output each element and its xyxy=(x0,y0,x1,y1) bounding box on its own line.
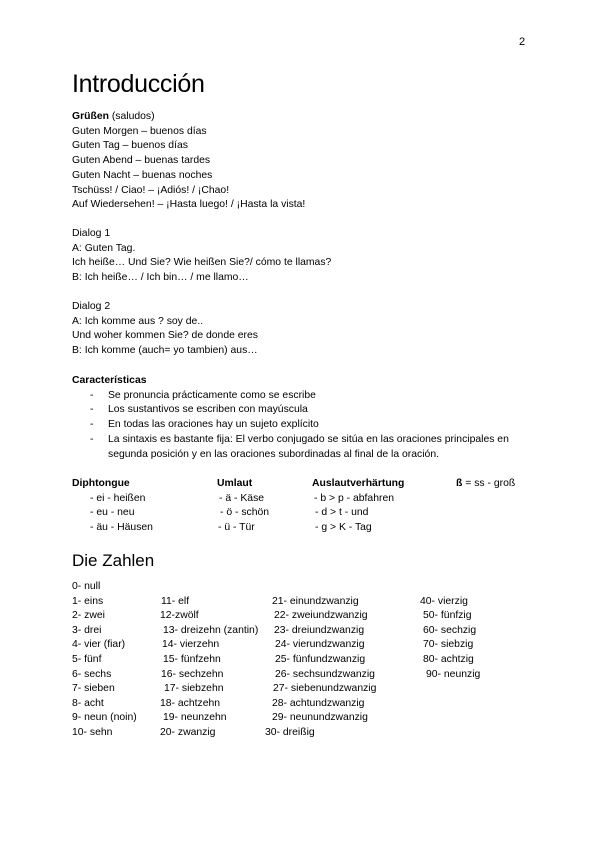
list-item: 12-zwölf xyxy=(160,610,199,622)
dialog-line: A: Ich komme aus ? soy de.. xyxy=(72,315,204,327)
greetings-heading: Grüßen (saludos) xyxy=(72,111,155,122)
greeting-line: Tschüss! / Ciao! – ¡Adiós! / ¡Chao! xyxy=(72,184,230,196)
list-item: 7- sieben xyxy=(72,683,115,695)
numbers-column-3 xyxy=(265,595,377,741)
numbers-column-1 xyxy=(72,580,137,741)
page-number: 2 xyxy=(519,36,526,48)
dialog1-heading: Dialog 1 xyxy=(72,228,111,239)
list-item: 27- siebenundzwanzig xyxy=(273,683,377,695)
list-item: - g > K - Tag xyxy=(315,522,372,534)
dialog-line: Und woher kommen Sie? de donde eres xyxy=(72,330,258,342)
list-item: 40- vierzig xyxy=(420,595,468,607)
umlaut-heading: Umlaut xyxy=(217,478,253,489)
greeting-line: Guten Tag – buenos días xyxy=(72,140,188,152)
greeting-line: Guten Nacht – buenas noches xyxy=(72,169,213,181)
list-item: 4- vier (fiar) xyxy=(72,639,126,651)
list-item: 90- neunzig xyxy=(426,668,481,680)
list-item: - ei - heißen xyxy=(90,492,146,504)
list-item: 29- neunundzwanzig xyxy=(272,712,368,724)
list-item: 21- einundzwanzig xyxy=(272,595,359,607)
greeting-line: Guten Abend – buenas tardes xyxy=(72,155,211,167)
dialog-line: Ich heiße… Und Sie? Wie heißen Sie?/ cómo te llamas? xyxy=(72,257,332,269)
list-item: 9- neun (noin) xyxy=(72,712,137,724)
list-item: - d > t - und xyxy=(315,507,369,519)
list-item: 15- fünfzehn xyxy=(163,653,221,665)
numbers-column-4 xyxy=(420,595,480,683)
list-item: 6- sechs xyxy=(72,668,112,680)
list-item: 80- achtzig xyxy=(423,653,474,665)
dialog-line: A: Guten Tag. xyxy=(72,242,136,254)
list-item: 26- sechsundzwanzig xyxy=(275,668,375,680)
dialog-line: B: Ich komme (auch= yo tambien) aus… xyxy=(72,345,258,357)
eszett-note: ß = ss - groß xyxy=(456,478,516,489)
list-item: - En todas las oraciones hay un sujeto explícito xyxy=(72,418,528,433)
list-item: 19- neunzehn xyxy=(163,712,227,724)
list-item: 17- siebzehn xyxy=(164,683,224,695)
list-item: 1- eins xyxy=(72,595,104,607)
auslaut-heading: Auslautverhärtung xyxy=(312,478,405,489)
list-item: 2- zwei xyxy=(72,610,105,622)
list-item: - ä - Käse xyxy=(219,492,265,504)
greeting-line: Guten Morgen – buenos días xyxy=(72,125,207,137)
characteristics-list xyxy=(72,389,528,463)
greetings-section xyxy=(72,110,305,213)
dialog2-section xyxy=(72,300,258,359)
list-item: 16- sechzehn xyxy=(161,668,224,680)
list-item: 60- sechzig xyxy=(423,624,477,636)
list-item: 50- fünfzig xyxy=(423,610,472,622)
list-item: 70- siebzig xyxy=(423,639,474,651)
diphtongue-column xyxy=(72,477,153,536)
characteristics-section xyxy=(72,374,528,462)
list-item: 5- fünf xyxy=(72,653,102,665)
eszett-column xyxy=(456,477,515,492)
list-item: - ü - Tür xyxy=(218,522,255,534)
list-item: - La sintaxis es bastante fija: El verbo conjugado se sitúa en las oraciones principales en segunda posición y en las oraciones subordinadas al final de la oración. xyxy=(72,433,528,462)
list-item: 14- vierzehn xyxy=(162,639,220,651)
list-item: 11- elf xyxy=(161,595,190,607)
list-item: 18- achtzehn xyxy=(160,697,221,709)
page-title: Introducción xyxy=(72,70,205,98)
list-item: - Se pronuncia prácticamente como se escribe xyxy=(72,389,528,404)
list-item: - ö - schön xyxy=(220,507,270,519)
list-item: 20- zwanzig xyxy=(160,726,216,738)
characteristics-heading: Características xyxy=(72,375,147,386)
list-item: 10- sehn xyxy=(72,726,113,738)
list-item: - b > p - abfahren xyxy=(314,492,394,504)
numbers-column-2 xyxy=(160,595,258,741)
list-item: - eu - neu xyxy=(90,507,135,519)
dialog-line: B: Ich heiße… / Ich bin… / me llamo… xyxy=(72,272,249,284)
list-item: 23- dreiundzwanzig xyxy=(274,624,365,636)
list-item: 28- achtundzwanzig xyxy=(272,697,365,709)
list-item: 0- null xyxy=(72,581,101,592)
auslaut-column xyxy=(312,477,404,536)
list-item: - Los sustantivos se escriben con mayúscula xyxy=(72,403,528,418)
diphtongue-heading: Diphtongue xyxy=(72,478,130,489)
greeting-line: Auf Wiedersehen! – ¡Hasta luego! / ¡Hasta la vista! xyxy=(72,199,306,211)
list-item: - äu - Häusen xyxy=(90,522,153,534)
list-item: 24- vierundzwanzig xyxy=(275,639,365,651)
list-item: 8- acht xyxy=(72,697,104,709)
list-item: 22- zweiundzwanzig xyxy=(274,610,368,622)
list-item: 13- dreizehn (zantin) xyxy=(163,624,259,636)
list-item: 30- dreißig xyxy=(265,726,315,738)
dialog2-heading: Dialog 2 xyxy=(72,301,111,312)
umlaut-column xyxy=(217,477,269,536)
numbers-heading: Die Zahlen xyxy=(72,551,155,570)
list-item: 25- fünfundzwanzig xyxy=(275,653,366,665)
dialog1-section xyxy=(72,227,331,286)
list-item: 3- drei xyxy=(72,624,102,636)
